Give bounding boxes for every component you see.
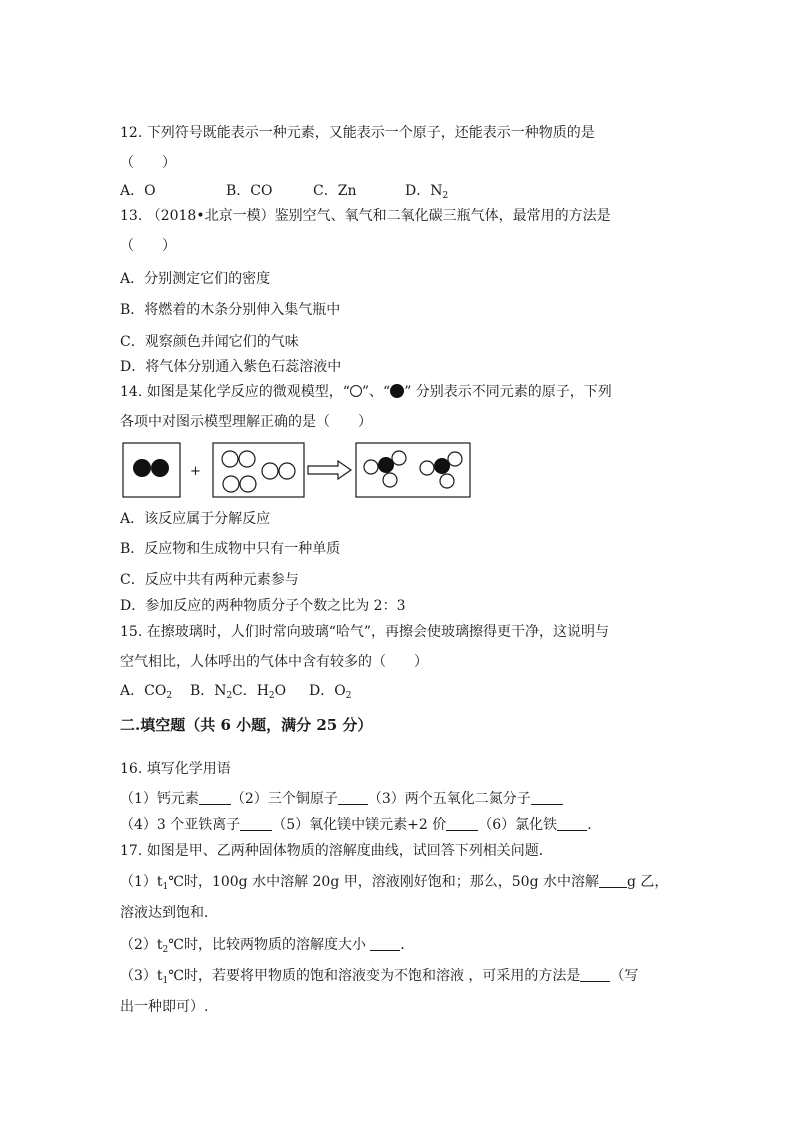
q16-line1: （1）钙元素 （2）三个铜原子 （3）两个五氧化二氮分子 xyxy=(120,790,563,808)
q16-stem: 16. 填写化学用语 xyxy=(120,761,231,777)
q15-stem-line1: 15. 在擦玻璃时，人们时常向玻璃“哈气”，再擦会使玻璃擦得更干净，这说明与 xyxy=(120,624,610,640)
answer-blank[interactable] xyxy=(580,969,610,982)
q15-option-c: C．$H_2O$ xyxy=(232,683,287,701)
q13-option-a: A．分别测定它们的密度 xyxy=(120,271,271,287)
q13-answer-bracket: （ ） xyxy=(120,238,176,254)
section-heading: 二.填空题（共 6 小题，满分 25 分） xyxy=(120,716,373,734)
solid-atom xyxy=(378,457,394,473)
q12-option-c: C．Zn xyxy=(313,183,357,199)
q17-part1-line2: 溶液达到饱和． xyxy=(120,905,218,921)
open-atom xyxy=(262,463,278,479)
q12-option-b: B．CO xyxy=(226,183,273,199)
q15-stem-line2: 空气相比，人体呼出的气体中含有较多的（ ） xyxy=(120,654,428,670)
open-atom xyxy=(364,460,378,474)
q15-options xyxy=(120,682,351,700)
open-atom xyxy=(240,476,256,492)
q17-part3-line2: 出一种即可）. xyxy=(120,999,209,1015)
open-atom xyxy=(448,452,462,466)
q14-option-a: A．该反应属于分解反应 xyxy=(120,511,271,527)
q15-option-d: D．$O_2$ xyxy=(309,683,352,701)
q14-stem: 14. 如图是某化学反应的微观模型，“ ”、“ ” 分别表示不同元素的原子，下列 xyxy=(120,384,612,400)
q12-option-d: D．$N_2$ xyxy=(405,183,449,201)
solid-atom xyxy=(434,458,450,474)
q15-option-a: A．$CO_2$ xyxy=(120,683,173,701)
open-atom xyxy=(223,476,239,492)
answer-blank[interactable] xyxy=(338,792,368,805)
solid-atom xyxy=(151,459,169,477)
q14-option-b: B．反应物和生成物中只有一种单质 xyxy=(120,541,341,557)
plus-sign: + xyxy=(190,464,201,479)
q14-stem-line2: 各项中对图示模型理解正确的是（ ） xyxy=(120,414,372,430)
open-atom xyxy=(279,463,295,479)
answer-blank[interactable] xyxy=(557,818,587,831)
open-atom xyxy=(420,461,434,475)
reaction-arrow-icon xyxy=(308,461,351,479)
answer-blank[interactable] xyxy=(446,818,478,831)
q15-option-b: B．$N_2$ xyxy=(190,683,233,701)
open-atom xyxy=(440,474,454,488)
q16-line2: （4）3 个亚铁离子 （5）氧化镁中镁元素+2 价 （6）氯化铁 . xyxy=(120,817,592,833)
open-atom xyxy=(222,451,238,467)
q13-stem: 13. （2018•北京一模）鉴别空气、氧气和二氧化碳三瓶气体，最常用的方法是 xyxy=(120,208,611,224)
q13-option-d: D．将气体分别通入紫色石蕊溶液中 xyxy=(120,359,342,375)
q12-option-a: A．O xyxy=(120,183,156,199)
answer-blank[interactable] xyxy=(599,875,627,888)
open-atom xyxy=(392,451,406,465)
q12-stem: 12. 下列符号既能表示一种元素，又能表示一个原子，还能表示一种物质的是 xyxy=(120,125,595,141)
open-atom xyxy=(383,473,397,487)
q12-answer-bracket: （ ） xyxy=(120,155,176,171)
q13-option-c: C．观察颜色并闻它们的气味 xyxy=(120,334,299,350)
q14-option-c: C．反应中共有两种元素参与 xyxy=(120,572,299,588)
answer-blank[interactable] xyxy=(370,938,400,951)
answer-blank[interactable] xyxy=(199,792,231,805)
open-atom xyxy=(239,451,255,467)
q17-part1: $(1)t_1℃$时，100g 水中溶解 20g 甲，溶液刚好饱和；那么，50g 水中溶解 g 乙， xyxy=(120,874,669,892)
q17-part3: $(3)t_1℃$时，若要将甲物质的饱和溶液变为不饱和溶液 ，可采用的方法是 （写 xyxy=(120,968,639,986)
answer-blank[interactable] xyxy=(240,818,272,831)
solid-atom xyxy=(133,459,151,477)
q17-stem: 17. 如图是甲、乙两种固体物质的溶解度曲线，试回答下列相关问题． xyxy=(120,843,553,859)
q14-option-d: D．参加反应的两种物质分子个数之比为 2：3 xyxy=(120,598,406,614)
answer-blank[interactable] xyxy=(531,792,563,805)
q13-option-b: B．将燃着的木条分别伸入集气瓶中 xyxy=(120,302,341,318)
q17-part2: $(2)t_2℃$时，比较两物质的溶解度大小 ． xyxy=(120,937,415,955)
